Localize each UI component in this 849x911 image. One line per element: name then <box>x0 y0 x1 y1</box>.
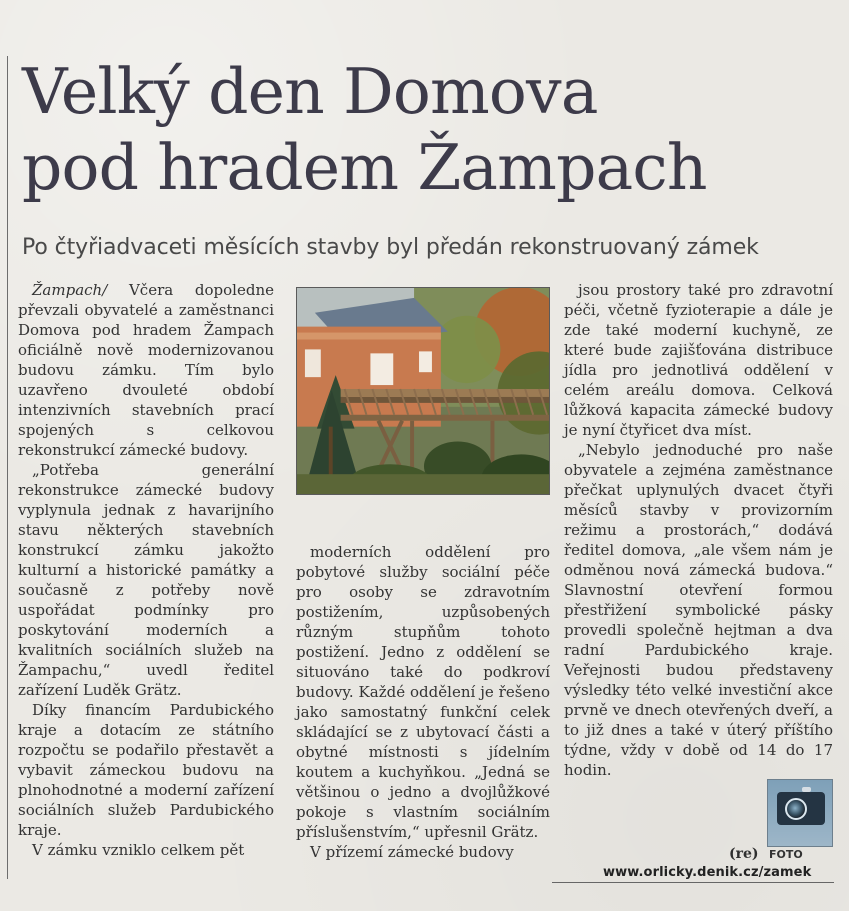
article-column-1 <box>18 280 274 860</box>
paragraph-1-text: Včera dopoledne převzali obyvatelé a zaměstnanci Domova pod hradem Žampach oficiálně nově modernizovanou budovu zámku. Tím bylo uzavřeno dvouleté období intenzivních stavebních prací spojených s celkovou rekonstrukcí zámecké budovy. <box>18 281 274 459</box>
article-column-2 <box>296 542 550 862</box>
foto-label: FOTO <box>769 848 803 861</box>
paragraph-2: „Potřeba generální rekonstrukce zámecké budovy vyplynula jednak z havarijního stavu některých stavebních konstrukcí zámku jakožto kulturní a historické památky a současně z potřeby nově uspořádat podmínky pro poskytování moderních a kvalitních sociálních služeb na Žampachu,“ uvedl ředitel zařízení Luděk Grätz. <box>18 461 274 699</box>
building-with-bridge-photo <box>297 288 549 494</box>
paragraph-7: jsou prostory také pro zdravotní péči, včetně fyzioterapie a dále je zde také moderní kuchyně, ze které bude zajišťována distribuce jídla pro jednotlivá oddělení v celém areálu domova. Celková lůžková kapacita zámecké budovy je nyní čtyřicet dva míst. <box>564 281 833 439</box>
article-photo <box>296 287 550 495</box>
paragraph-4: V zámku vzniklo celkem pět <box>32 841 245 859</box>
headline <box>22 54 827 206</box>
headline-line-1: Velký den Domova <box>22 55 598 128</box>
subtitle: Po čtyřiadvaceti měsících stavby byl předán rekonstruovaný zámek <box>22 235 759 260</box>
camera-icon <box>767 779 833 847</box>
paragraph-5: moderních oddělení pro pobytové služby sociální péče pro osoby se zdravotním postižením, uzpůsobených různým stupňům tohoto postižení. Jedno z oddělení se situováno také do podkroví budovy. Každé oddělení je řešeno jako samostatný funkční celek skládající se z ubytovací části a obytné místnosti s jídelním koutem a kuchyňkou. „Jedná se většinou o jedno a dvojlůžkové pokoje s vlastním sociálním příslušenstvím,“ upřesnil Grätz. <box>296 543 550 841</box>
paragraph-1 <box>18 280 274 460</box>
headline-line-2: pod hradem Žampach <box>22 131 707 204</box>
paragraph-8: „Nebylo jednoduché pro naše obyvatele a zejména zaměstnance přečkat uplynulých dvacet čtyři měsíců stavby v provizorním režimu a prostorách,“ dodává ředitel domova, „ale všem nám je odměnou nová zámecká budova.“ Slavnostní otevření formou přestřižení symbolické pásky provedli společně hejtman a dva radní Pardubického kraje. Veřejnosti budou představeny výsledky této velké investiční akce prvně ve dnech otevřených dveří, a to již dnes a také v úterý příštího týdne, vždy v době od 14 do 17 hodin. <box>564 441 833 779</box>
left-column-rule <box>7 56 8 879</box>
author-tag: (re) <box>729 846 759 862</box>
article-url: www.orlicky.denik.cz/zamek <box>603 865 812 880</box>
footer-rule <box>552 882 834 883</box>
paragraph-3: Díky financím Pardubického kraje a dotacím ze státního rozpočtu se podařilo přestavět a vybavit zámeckou budovu na plnohodnotné a moderní zařízení sociálních služeb Pardubického kraje. <box>18 701 274 839</box>
dateline: Žampach/ <box>32 281 108 299</box>
article-column-3 <box>564 280 833 780</box>
camera-lens <box>785 798 807 820</box>
paragraph-6: V přízemí zámecké budovy <box>310 843 514 861</box>
